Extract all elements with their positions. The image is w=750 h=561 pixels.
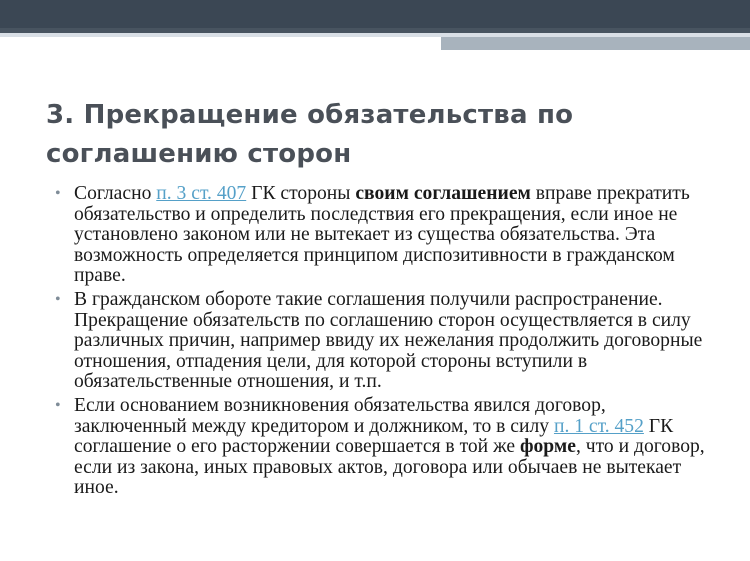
bullet-text: , что и договор, если из закона, иных правовых актов, договора или обычаев не вытекает иное. [74, 436, 705, 499]
bullet-text: В гражданском обороте такие соглашения получили распространение. Прекращение обязательств по соглашению сторон осуществляется в силу различных причин, например ввиду их нежелания продолжить договорные отношения, отпадения цели, для которой стороны вступили в обязательственные отношения, и т.п. [74, 288, 703, 393]
slide-title: 3. Прекращение обязательства по соглашению сторон [46, 100, 574, 169]
bullet-icon: • [55, 185, 61, 202]
header-band [0, 0, 750, 28]
bullet-text: Если основанием возникновения обязательства явился договор, заключенный между кредитором и должником, то в силу [74, 394, 606, 437]
bullet-text: вправе прекратить обязательство и определить последствия его прекращения, если иное не установлено законом или не вытекает из существа обязательства. Эта возможность определяется принципом диспозитивности в гражданском праве. [74, 183, 690, 287]
bullet-item-2 [48, 290, 718, 393]
bold-term: форме [519, 436, 576, 458]
bullet-list [48, 184, 718, 502]
bullet-icon: • [55, 396, 61, 414]
bullet-item-1 [48, 184, 718, 287]
law-link-p3-st407[interactable]: п. 3 ст. 407 [156, 183, 247, 204]
bullet-text: ГК стороны [246, 183, 356, 204]
bullet-icon: • [55, 290, 61, 308]
bullet-text: Согласно [74, 183, 157, 204]
bullet-item-3 [48, 396, 718, 499]
accent-bar [441, 37, 750, 50]
bullet-text: ГК соглашение о его расторжении совершается в той же [74, 415, 674, 458]
law-link-p1-st452[interactable]: п. 1 ст. 452 [553, 415, 644, 437]
bold-term: своим соглашением [355, 183, 531, 204]
